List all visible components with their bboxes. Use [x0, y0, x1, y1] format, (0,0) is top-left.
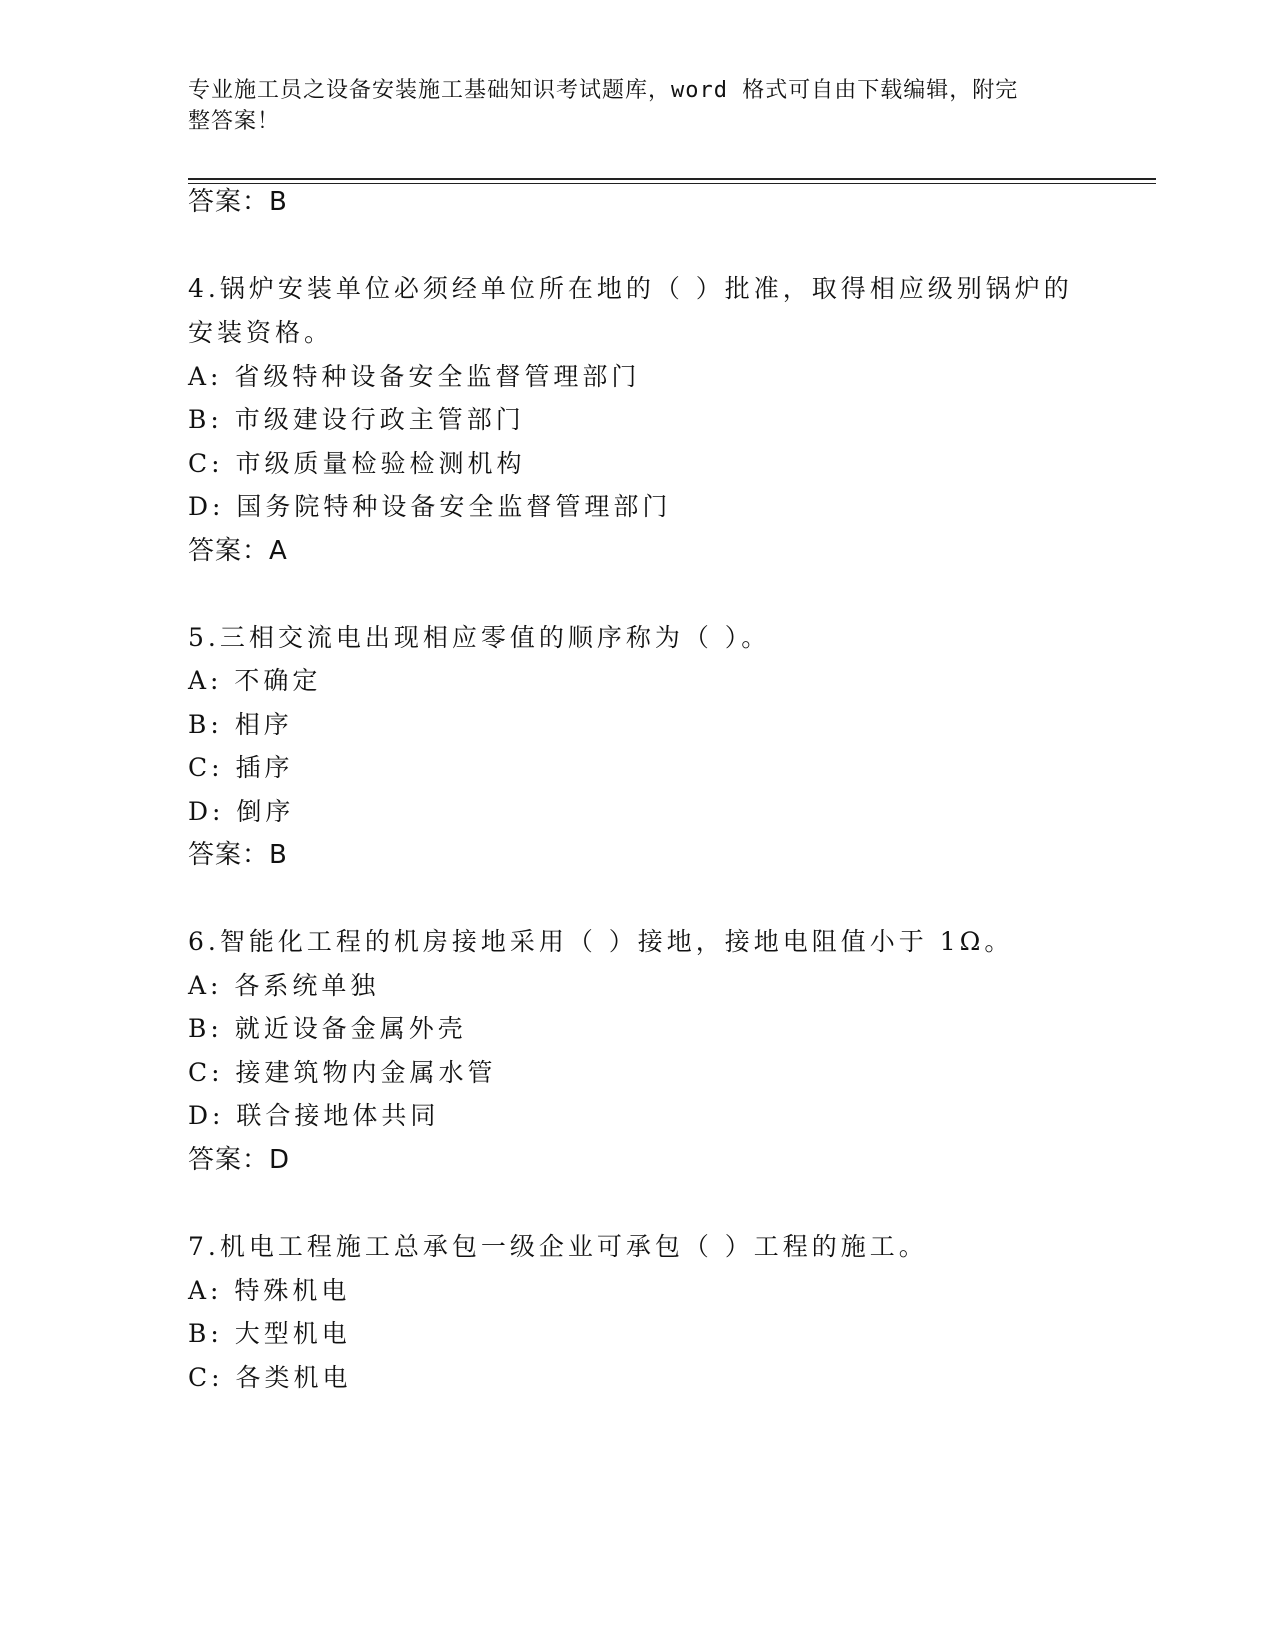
question-7-option-a: A: 特殊机电	[188, 1276, 351, 1305]
header-line-2: 整答案！	[188, 109, 281, 134]
answer-previous: 答案：B	[188, 187, 288, 217]
header-divider-thick	[188, 178, 1156, 180]
header-line-1: 专业施工员之设备安装施工基础知识考试题库，word 格式可自由下载编辑，附完	[188, 78, 1019, 103]
question-4-option-c: C: 市级质量检验检测机构	[188, 449, 526, 478]
header-divider-thin	[188, 183, 1156, 184]
question-5-option-d: D: 倒序	[188, 797, 295, 826]
question-4-option-b: B: 市级建设行政主管部门	[188, 405, 525, 434]
question-7-option-b: B: 大型机电	[188, 1319, 351, 1348]
question-6-option-d: D: 联合接地体共同	[188, 1101, 440, 1130]
document-header	[188, 75, 1068, 137]
question-4-answer: 答案：A	[188, 536, 288, 566]
question-5-option-b: B: 相序	[188, 710, 293, 739]
question-5-option-c: C: 插序	[188, 753, 294, 782]
question-6-option-a: A: 各系统单独	[188, 971, 380, 1000]
question-4-option-d: D: 国务院特种设备安全监督管理部门	[188, 492, 672, 521]
question-6-option-c: C: 接建筑物内金属水管	[188, 1058, 497, 1087]
question-6-option-b: B: 就近设备金属外壳	[188, 1014, 467, 1043]
question-4-stem-line-1: 4.锅炉安装单位必须经单位所在地的（ ）批准，取得相应级别锅炉的	[188, 274, 1073, 303]
question-6-stem: 6.智能化工程的机房接地采用（ ）接地，接地电阻值小于 1Ω。	[188, 927, 1014, 956]
question-4-option-a: A: 省级特种设备安全监督管理部门	[188, 362, 641, 391]
question-5-option-a: A: 不确定	[188, 666, 322, 695]
question-5-answer: 答案：B	[188, 840, 288, 870]
question-7-option-c: C: 各类机电	[188, 1363, 352, 1392]
question-4-stem-line-2: 安装资格。	[188, 318, 334, 347]
question-6-answer: 答案：D	[188, 1145, 291, 1175]
question-7-stem: 7.机电工程施工总承包一级企业可承包（ ）工程的施工。	[188, 1232, 928, 1261]
question-5-stem: 5.三相交流电出现相应零值的顺序称为（ ）。	[188, 623, 771, 652]
